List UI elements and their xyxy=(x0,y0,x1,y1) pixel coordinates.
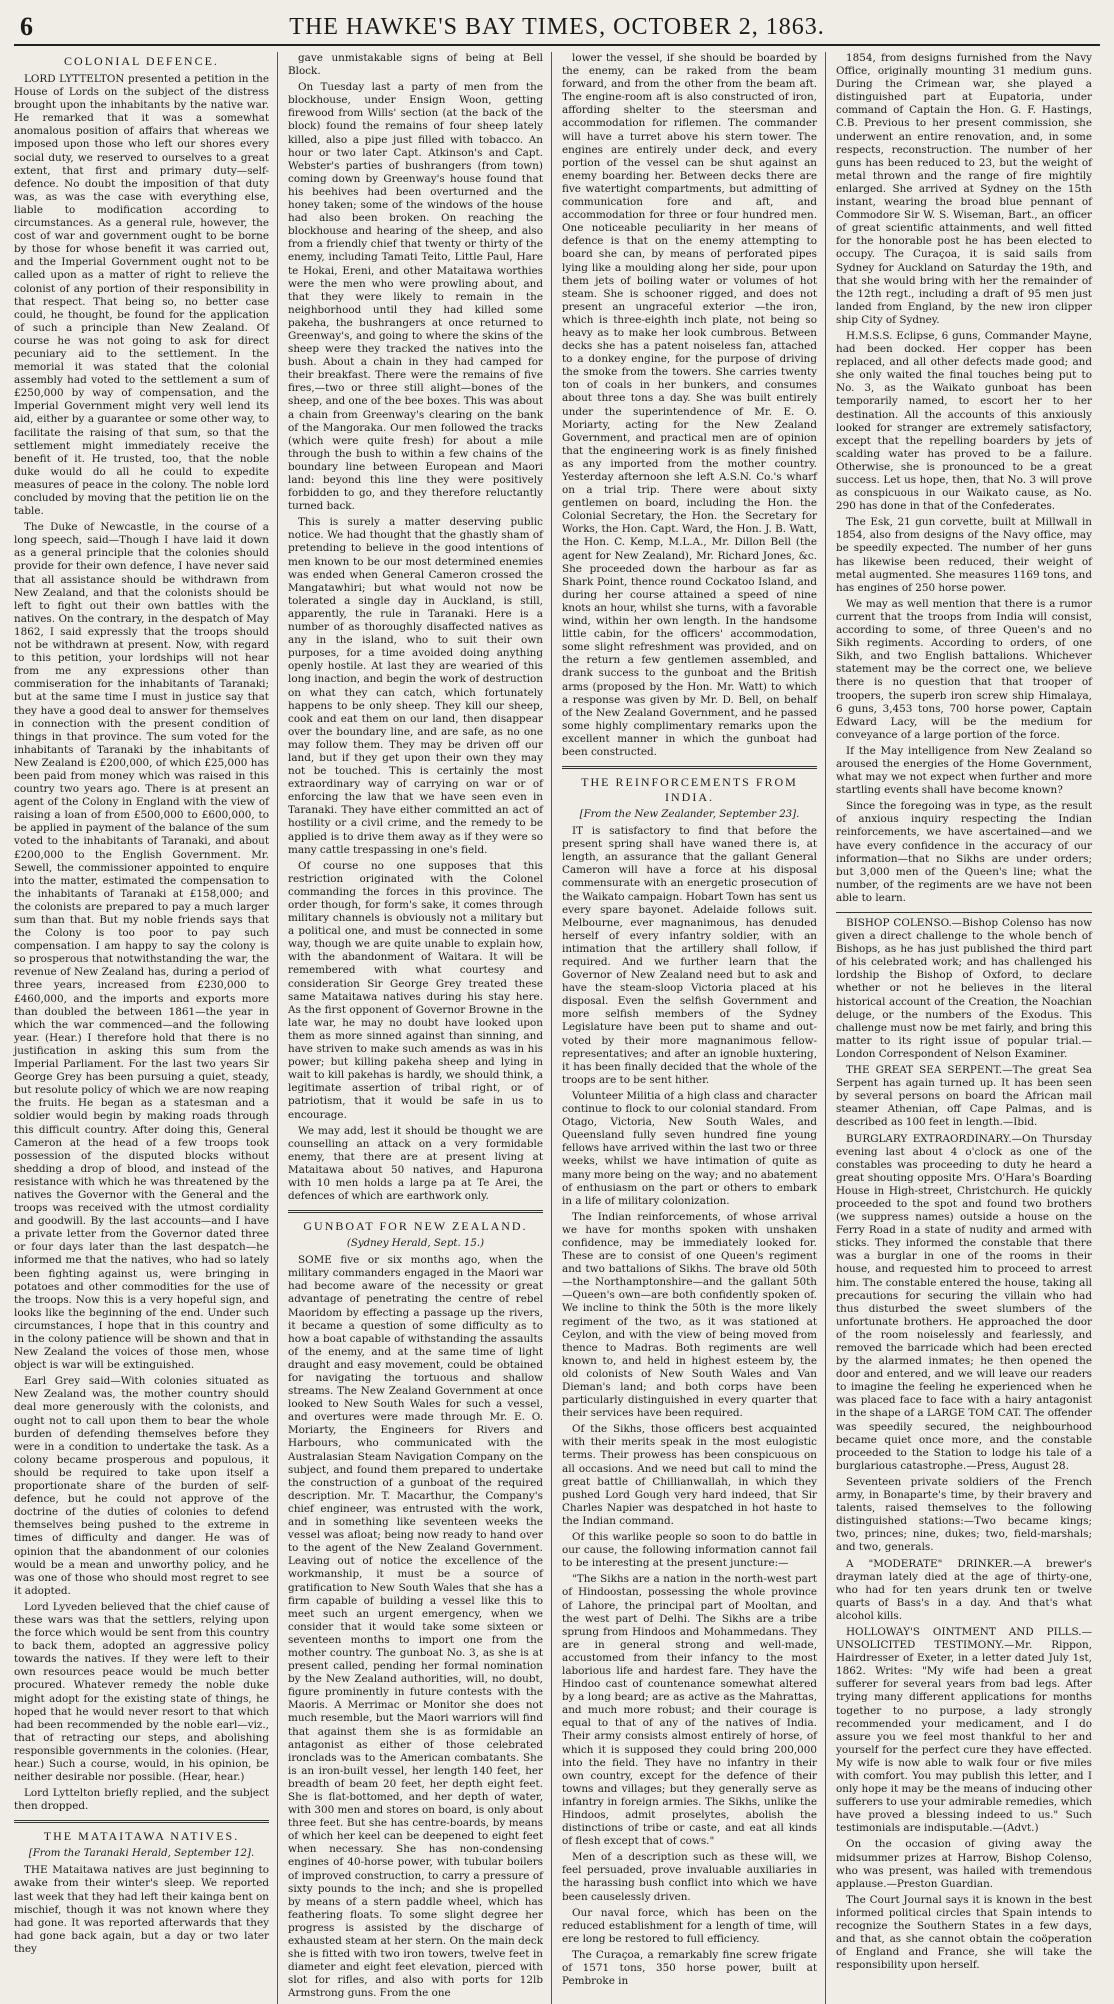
section-divider xyxy=(836,912,1092,913)
article-heading: THE REINFORCEMENTS FROM INDIA. xyxy=(581,775,798,805)
article-body xyxy=(14,73,269,1813)
paragraph: Of course no one supposes that this restriction originated with the Colonel commanding the forces in this province. The order though, for form's sake, it comes through military channels is obviously not a military but a political one, and must be connected in some way, though we are quite unable to explain how, with the abandonment of Waitara. It will be remembered with what courtesy and consideration Sir George Grey treated these same Mataitawa natives during his stay here. As the first opponent of Governor Browne in the late war, he may no doubt have looked upon them as more sinned against than sinning, and have striven to make such amends as was in his power; but killing pakeha sheep and lying in wait to kill pakehas is hardly, we should think, a legitimate assertion of tribal right, or of patriotism, that it would be safe in us to encourage. xyxy=(288,859,543,1121)
paragraph: This is surely a matter deserving public notice. We had thought that the ghastly sham of pretending to believe in the good intentions of men known to be our most determined enemies was ended when General Cameron crossed the Mangatawhiri; but what would not now be tolerated a single day in Auckland, is still, apparently, the rule in Taranaki. Here is a number of as thoroughly disaffected natives as any in the island, who to suit their own purposes, for a time avoided doing anything openly hostile. At last they are wearied of this long inaction, and begin the work of destruction on what they can catch, which fortunately happens to be only sheep. They kill our sheep, cook and eat them on our land, then disappear over the boundary line, and are safe, as no one may follow them. They may be driven off our land, but if they get upon their own they may not be touched. This is certainly the most extraordinary way of carrying on war or of enforcing the law that we have seen even in Taranaki. They have either committed an act of hostility or a civil crime, and the remedy to be applied is to drive them away as if they were so many cattle trespassing in one's field. xyxy=(288,516,543,856)
column-3 xyxy=(562,52,826,2004)
paragraph: On Tuesday last a party of men from the blockhouse, under Ensign Woon, getting firewood from Wills' section (at the back of the block) found the remains of four sheep lately killed, also a pipe just filled with tobacco. An hour or two later Capt. Atkinson's and Capt. Webster's parties of bushrangers (from town) coming down by Greenway's house found that his beehives had been overturned and the honey taken; some of the windows of the house had also been broken. On reaching the blockhouse and hearing of the sheep, and also from a friendly chief that twenty or thirty of the enemy, including Tamati Teito, Little Paul, Hare te Hokai, Ereni, and other Mataitawa worthies were the men who were prowling about, and that they were likely to remain in the neighborhood until they had killed some pakeha, the bushrangers at once returned to Greenway's, and going to where the skins of the sheep were they tracked the natives into the bush. About a chain in they had camped for their breakfast. There were the remains of five fires,—two or three still alight—bones of the sheep, and one of the bee boxes. This was about a chain from Greenway's clearing on the bank of the Mangoraka. Our men followed the tracks (which were quite fresh) for about a mile through the bush to within a few chains of the boundary line between European and Maori land: beyond this line they were positively forbidden to go, and they therefore reluctantly turned back. xyxy=(288,81,543,513)
paragraph: Of the Sikhs, those officers best acquainted with their merits speak in the most eulogistic terms. Their prowess has been conspicuous on all occasions. And we need but call to mind the great battle of Chillianwallah, in which they pushed Lord Gough very hard indeed, that Sir Charles Napier was despatched in hot haste to the Indian command. xyxy=(562,1423,817,1527)
column-4 xyxy=(836,52,1100,2004)
paragraph: Earl Grey said—With colonies situated as New Zealand was, the mother country should deal more generously with the colonists, and ought not to call upon them to bear the whole burden of defending themselves before they were in a condition to undertake the task. As a colony became prosperous and populous, it should be required to take upon itself a proportionate share of the burden of self-defence, but he could not approve of the doctrine of the duties of colonies to defend themselves being pushed to the extreme in times of difficulty and danger. He was of opinion that the abandonment of our colonies would be a mean and unworthy policy, and he was one of those who should most regret to see it adopted. xyxy=(14,1375,269,1597)
column-2 xyxy=(288,52,552,2004)
newspaper-title: THE HAWKE'S BAY TIMES, OCTOBER 2, 1863. xyxy=(289,13,825,40)
paragraph: Volunteer Militia of a high class and character continue to flock to our colonial standard. From Otago, Victoria, New South Wales, and Queensland fully seven hundred fine young fellows have arrived within the last two or three weeks, whilst we have intimation of quite as many more being on the way; and no abatement of enthusiasm on the part or others to embark in a life of military colonization. xyxy=(562,1089,817,1207)
paragraph: The Esk, 21 gun corvette, built at Millwall in 1854, also from designs of the Navy office, may be speedily expected. The number of her guns has likewise been reduced, their weight of metal augmented. She measures 1169 tons, and has engines of 250 horse power. xyxy=(836,516,1092,594)
masthead xyxy=(14,10,1100,46)
news-item: A "MODERATE" DRINKER.—A brewer's drayman lately died at the age of thirty-one, who had for ten years drunk ten or twelve quarts of Bass's in a day. And that's what alcohol kills. xyxy=(836,1557,1092,1622)
paragraph: We may add, lest it should be thought we are counselling an attack on a very formidable enemy, that there are at present living at Mataitawa about 50 natives, and Hapurona with 10 men holds a large pa at Te Arei, the defences of which are earthwork only. xyxy=(288,1124,543,1203)
news-item: The Court Journal says it is known in the best informed political circles that Spain intends to recognize the Southern States in a few days, and that, as she cannot obtain the coöperation of England and France, she will take the responsibility upon herself. xyxy=(836,1893,1092,1972)
news-item: Seventeen private soldiers of the French army, in Bonaparte's time, by their bravery and talents, raised themselves to the following distinguished stations:—Two became kings; two, princes; nine, dukes; two, field-marshals; and two, generals. xyxy=(836,1475,1092,1554)
article-source: [From the New Zealander, September 23]. xyxy=(579,809,800,821)
paragraph: Men of a description such as these will, we feel persuaded, prove invaluable auxiliaries in the harassing bush conflict into which we have been causelessly driven. xyxy=(562,1851,817,1903)
paragraph: Of this warlike people so soon to do battle in our cause, the following information cannot fail to be interesting at the present juncture:— xyxy=(562,1531,817,1570)
news-item: BURGLARY EXTRAORDINARY.—On Thursday evening last about 4 o'clock as one of the constables was proceeding to duty he heard a great shouting opposite Mrs. O'Hara's Boarding House in High-street, Christchurch. He quickly proceeded to the spot and found two brothers (we suppress names) outside a house on the Ferry Road in a state of nudity and armed with sticks. They informed the constable that there was a burglar in one of the rooms in their house, and requested him to proceed to arrest him. The constable entered the house, taking all precautions for securing the villain who had thus disturbed the sweet slumbers of the unfortunate brothers. He approached the door of the room noiselessly and fearlessly, and removed the barricade which had been erected by the alarmed inmates; he then opened the door and entered, and we will leave our readers to imagine the feeling he experienced when he was placed face to face with a hairy antagonist in the shape of a LARGE TOM CAT. The offender was speedily secured, the neighbourhood became quiet once more, and the constable proceeded to the Station to lodge his tale of a burglarious catastrophe.—Press, August 28. xyxy=(836,1132,1092,1472)
paragraph: LORD LYTTELTON presented a petition in the House of Lords on the subject of the distress brought upon the inhabitants by the native war. He remarked that it was a somewhat anomalous position of affairs that whereas we imposed upon those who left our shores every social duty, we reserved to ourselves to a great extent, that first and primary duty—self-defence. No doubt the imposition of that duty was, as was the case with everything else, liable to modification according to circumstances. As a general rule, however, the cost of war and government ought to be borne by those for whose benefit it was carried out, and the Imperial Government ought not to be called upon as a matter of right to relieve the colonist of any portion of their responsibility in that respect. That being so, no better case could, he thought, be found for the application of such a principle than New Zealand. Of course he was not going to ask for direct pecuniary aid to the settlement. In the memorial it was stated that the colonial assembly had voted to the settlement a sum of £250,000 by way of compensation, and the Imperial Government might very well lend its aid, either by a guarantee or some other way, to facilitate the raising of that sum, so that the settlement might immediately receive the benefit of it. He trusted, too, that the noble duke would do all he could to expedite measures of peace in the colony. The noble lord concluded by moving that the petition lie on the table. xyxy=(14,73,269,518)
article-source: [From the Taranaki Herald, September 12]. xyxy=(28,1848,255,1860)
paragraph: THE Mataitawa natives are just beginning to awake from their winter's sleep. We reported last week that they had left their kainga bent on mischief, though it was not known where they had gone. It was reported afterwards that they had gone back again, but a day or two later they xyxy=(14,1864,269,1955)
news-item: BISHOP COLENSO.—Bishop Colenso has now given a direct challenge to the whole bench of Bishops, as he has just published the third part of his celebrated work; and has challenged his lordship the Bishop of Oxford, to declare whether or not he believes in the literal historical account of the Creation, the Noachian deluge, or the numbers of the Exodus. This challenge must now be met fairly, and bring this matter to its right issue of popular trial.—London Correspondent of Nelson Examiner. xyxy=(836,917,1092,1060)
news-item: THE GREAT SEA SERPENT.—The great Sea Serpent has again turned up. It has been seen by several persons on board the African mail steamer Athenian, off Cape Palmas, and is described as 100 feet in length.—Ibid. xyxy=(836,1064,1092,1129)
paragraph: If the May intelligence from New Zealand so aroused the energies of the Home Government, what may we not expect when further and more startling events shall have become known? xyxy=(836,744,1092,797)
section-divider xyxy=(562,766,817,769)
page-number: 6 xyxy=(20,12,33,41)
paragraph: Lord Lyveden believed that the chief cause of these wars was that the settlers, relying upon the force which would be sent from this country to back them, adopted an aggressive policy towards the natives. If they were left to their own resources peace would be much better procured. Whatever remedy the noble duke might adopt for the existing state of things, he hoped that he would never resort to that which had been recommended by the noble earl—viz., that of retracting our steps, and abolishing responsible governments in the colonies. (Hear, hear.) Such a course, would, in his opinion, be neither desirable nor possible. (Hear, hear.) xyxy=(14,1600,269,1784)
section-divider xyxy=(288,1210,543,1213)
article-heading: GUNBOAT FOR NEW ZEALAND. xyxy=(303,1219,528,1234)
article-heading: THE MATAITAWA NATIVES. xyxy=(43,1829,240,1844)
paragraph: IT is satisfactory to find that before the present spring shall have waned there is, at length, an assurance that the gallant General Cameron will have a force at his disposal commensurate with an energetic prosecution of the Waikato campaign. Hobart Town has sent us every spare bayonet. Adelaide follows suit. Melbourne, ever magnanimous, has denuded herself of every infantry soldier, with an intimation that the artillery shall follow, if required. And we further learn that the Governor of New Zealand need but to ask and have the steam-sloop Victoria placed at his disposal. Even the selfish Government and more selfish members of the Sydney Legislature have been put to shame and out-voted by their more magnanimous fellow-representatives; and after an ignoble huxtering, it has been finally decided that the whole of the troops are to be sent hither. xyxy=(562,825,817,1086)
paragraph: 1854, from designs furnished from the Navy Office, originally mounting 31 medium guns. During the Crimean war, she played a distinguished part at Eupatoria, under command of Captain the Hon. G. F. Hastings, C.B. Previous to her present commission, she underwent an entire renovation, and, in some respects, reconstruction. The number of her guns has been reduced to 23, but the weight of metal thrown and the range of fire mightily enlarged. She arrived at Sydney on the 15th instant, wearing the broad blue pennant of Commodore Sir W. S. Wiseman, Bart., an officer of great scientific attainments, and well fitted for the honorable post he has been elected to occupy. The Curaçoa, it is said sails from Sydney for Auckland on Saturday the 19th, and that she would bring with her the remainder of the 12th regt., including a draft of 95 men just landed from England, by the new iron clipper ship City of Sydney. xyxy=(836,52,1092,326)
paragraph: The Indian reinforcements, of whose arrival we have for months spoken with unshaken confidence, may be immediately looked for. These are to consist of one Queen's regiment and two battalions of Sikhs. The brave old 50th—the Northamptonshire—and the gallant 50th—Queen's own—are both confidently spoken of. We incline to think the 50th is the more likely regiment of the two, as it was stationed at Ceylon, and with the view of being moved from thence to Madras. Both regiments are well known to, and held in highest esteem by, the old colonists of New South Wales and Van Dieman's land; and both corps have been particularly distinguished in every quarter that their services have been required. xyxy=(562,1210,817,1420)
paragraph: H.M.S.S. Eclipse, 6 guns, Commander Mayne, had been docked. Her copper has been replaced, and all other defects made good; and she only waited the final touches being put to No. 3, as the Waikato gunboat has been temporarily named, to escort her to her destination. All the accounts of this anxiously looked for stranger are extremely satisfactory, except that the repelling boarders by jets of scalding water has proved to be a failure. Otherwise, she is pronounced to be a great success. Let us hope, then, that No. 3 will prove as conspicuous in our Waikato cause, as No. 290 has done in that of the Confederates. xyxy=(836,329,1092,513)
news-item: On the occasion of giving away the midsummer prizes at Harrow, Bishop Colenso, who was present, was hailed with tremendous applause.—Preston Guardian. xyxy=(836,1838,1092,1890)
paragraph: We may as well mention that there is a rumor current that the troops from India will consist, according to some, of three Queen's and no Sikh regiments. According to orders, of one Sikh, and two English battalions. Whichever statement may be the correct one, we believe there is no question that that trooper of troopers, the superb iron screw ship Himalaya, 6 guns, 3,453 tons, 700 horse power, Captain Edward Lacy, will be the medium for conveyance of a large portion of the force. xyxy=(836,597,1092,741)
section-divider xyxy=(14,1820,269,1823)
paragraph: The Duke of Newcastle, in the course of a long speech, said—Though I have laid it down as a general principle that the colonies should provide for their own defence, I have never said that all assistance should be withdrawn from New Zealand, and that the colonists should be left to fight out their own battles with the natives. On the contrary, in the despatch of May 1862, I said expressly that the troops should not be withdrawn at present. Now, with regard to this petition, your lordships will not hear from me any expressions other than commiseration for the inhabitants of Taranaki; but at the same time I must in justice say that they have a good deal to answer for themselves in connection with the present condition of things in that province. The sum voted for the inhabitants of Taranaki by the inhabitants of New Zealand is £200,000, of which £25,000 has been paid from money which was raised in this country two years ago. There is at present an agent of the Colony in England with the view of raising a loan of from £500,000 to £600,000, to be applied in payment of the balance of the sum voted to the inhabitants of Taranaki, and about £200,000 to the English Government. Mr. Sewell, the commissioner appointed to enquire into the matter, estimated the compensation to the inhabitants of Taranaki at £158,000; and the colonists are prepared to pay a much larger sum than that. But my noble friends says that the Colony is too poor to pay such compensation. I am happy to say the colony is so prosperous that notwithstanding the war, the revenue of New Zealand has, during a period of three years, increased from £230,000 to £460,000, and the imports and exports more than doubled the between 1861—the year in which the war commenced—and the following year. (Hear.) I therefore hold that there is no justification in asking this sum from the Imperial Parliament. For the last two years Sir George Grey has been pursuing a quiet, steady, but resolute policy of which we are now reaping the fruits. He began as a statesman and a soldier would begin by making roads through this difficult country. After doing this, General Cameron at the head of a few troops took possession of the disputed blocks without shedding a drop of blood, and instead of the resistance with which he was threatened by the natives the Governor with the General and the troops was received with the utmost cordiality and goodwill. By the last accounts—and I have a private letter from the Governor dated three or four days later than the last despatch—he informed me that the natives, who had so lately been fighting against us, were bringing in potatoes and other commodities for the use of the troops. Now this is a very hopeful sign, and looks like the beginning of the end. Under such circumstances, I hope that in this country and in the colony patience will be shown and that in New Zealand the voices of those men, whose object is war will be extinguished. xyxy=(14,521,269,1372)
paragraph: SOME five or six months ago, when the military commanders engaged in the Maori war had become aware of the necessity or great advantage of penetrating the centre of rebel Maoridom by effecting a passage up the rivers, it became a question of some difficulty as to how a boat capable of withstanding the assaults of the enemy, and at the same time of light draught and easy movement, could be obtained for navigating the tortuous and shallow streams. The New Zealand Government at once looked to New South Wales for such a vessel, and overtures were made through Mr. E. O. Moriarty, the Engineers for Rivers and Harbours, who communicated with the Australasian Steam Navigation Company on the subject, and found them prepared to undertake the construction of a gunboat of the required description. Mr. T. Macarthur, the Company's chief engineer, was entrusted with the work, and in something like seventeen weeks the vessel was afloat; being now ready to hand over to the agent of the New Zealand Government. Leaving out of notice the excellence of the workmanship, it must be a source of gratification to New South Wales that she has a firm capable of building a vessel like this to meet such an urgent emergency, when we consider that it would take some sixteen or seventeen months to import one from the mother country. The gunboat No. 3, as she is at present called, pending her formal nomination by the New Zealand authorities, will, no doubt, figure prominently in future contests with the Maoris. A Merrimac or Monitor she does not much resemble, but the Maori warriors will find that against them she is as formidable an antagonist as either of those celebrated ironclads was to the American combatants. She is an iron-built vessel, her length 140 feet, her breadth of beam 20 feet, her depth eight feet. She is flat-bottomed, and her depth of water, with 300 men and stores on board, is only about three feet. But she has centre-boards, by means of which her keel can be deepened to eight feet when necessary. She has non-condensing engines of 40-horse power, with tubular boilers of improved construction, to carry a pressure of sixty pounds to the inch; and she is propelled by means of a stern paddle wheel, which has feathering floats. To some slight degree her progress is assisted by the discharge of exhausted steam at her stern. On the main deck she is fitted with two iron towers, twelve feet in diameter and eight feet elevation, pierced with slot for rifles, and also with ports for 12lb Armstrong guns. From the one xyxy=(288,1254,543,2000)
article-columns xyxy=(14,52,1100,2000)
column-1 xyxy=(14,52,278,2004)
paragraph: The Curaçoa, a remarkably fine screw frigate of 1571 tons, 350 horse power, built at Pembroke in xyxy=(562,1948,817,1988)
article-heading: COLONIAL DEFENCE. xyxy=(64,54,219,68)
paragraph: Our naval force, which has been on the reduced establishment for a length of time, will ere long be restored to full efficiency. xyxy=(562,1906,817,1945)
news-item: HOLLOWAY'S OINTMENT AND PILLS.—UNSOLICITED TESTIMONY.—Mr. Rippon, Hairdresser of Exeter, in a letter dated July 1st, 1862. Writes: "My wife had been a great sufferer for several years from bad legs. After trying many different applications for months together to no purpose, a lady strongly recommended your medicament, and I do assure you we feel most thankful to her and yourself for the perfect cure they have effected. My wife is now able to walk four or five miles with comfort. You may publish this letter, and I only hope it may be the means of inducing other sufferers to use your admirable remedies, which have proved a blessing indeed to us." Such testimonials are indisputable.—(Advt.) xyxy=(836,1625,1092,1835)
paragraph: lower the vessel, if she should be boarded by the enemy, can be raked from the beam forward, and from the other from the beam aft. The engine-room aft is also constructed of iron, affording shelter to the steersman and accommodation for riflemen. The commander will have a turret above his stern tower. The engines are entirely under deck, and every portion of the vessel can be shut against an enemy boarding her. Between decks there are five watertight compartments, but admitting of communication fore and aft, and accommodation for three or four hundred men. One noticeable peculiarity in her means of defence is that on the enemy attempting to board she can, by means of perforated pipes lying like a moulding along her side, pour upon them jets of boiling water or volumes of hot steam. She is schooner rigged, and does not present an ungraceful exterior —the iron, which is three-eighth inch plate, not being so heavy as to make her look cumbrous. Between decks she has a patent noiseless fan, attached to a donkey engine, for the purpose of driving the smoke from the towers. She carries twenty ton of coals in her bunkers, and consumes about three tons a day. She was built entirely under the superintendence of Mr. E. O. Moriarty, acting for the New Zealand Government, and practical men are of opinion that the engineering work is as finely finished as any imported from the mother country. Yesterday afternoon she left A.S.N. Co.'s wharf on a trial trip. There were about sixty gentlemen on board, including the Hon. the Colonial Secretary, the Hon. the Secretary for Works, the Hon. Capt. Ward, the Hon. J. B. Watt, the Hon. C. Kemp, M.L.A., Mr. Dillon Bell (the agent for New Zealand), Mr. Richard Jones, &c. She proceeded down the harbour as far as Shark Point, thence round Cockatoo Island, and during her course attained a speed of nine knots an hour, whilst she turns, with a favorable wind, within her own length. In the handsome little cabin, for the officers' accommodation, some slight refreshment was provided, and on the return a few gentlemen assembled, and drank success to the gunboat and the British arms (proposed by the Hon. Mr. Watt) to which a response was given by Mr. D. Bell, on behalf of the New Zealand Government, and he passed some highly complimentary remarks upon the excellent manner in which the gunboat had been constructed. xyxy=(562,52,817,758)
paragraph: Since the foregoing was in type, as the result of anxious inquiry respecting the Indian reinforcements, we have ascertained—and we have every confidence in the accuracy of our information—that no Sikhs are under orders; but 3,000 men of the Queen's line; what the number, of the regiments are we have not been able to learn. xyxy=(836,800,1092,904)
article-source: (Sydney Herald, Sept. 15.) xyxy=(346,1238,485,1250)
paragraph: "The Sikhs are a nation in the north-west part of Hindoostan, possessing the whole province of Lahore, the principal part of Mooltan, and the west part of Delhi. The Sikhs are a tribe sprung from Hindoos and Mohammedans. They are in general strong and well-made, accustomed from their infancy to the most laborious life and hardest fare. They have the Hindoo cast of countenance somewhat altered by a long beard; are as active as the Mahrattas, and much more robust; and their courage is equal to that of any of the natives of India. Their army consists almost entirely of horse, of which it is supposed they could bring 200,000 into the field. They have no infantry in their own country, except for the defence of their towns and villages; but they generally serve as infantry in foreign armies. The Sikhs, unlike the Hindoos, admit proselytes, abolish the distinctions of tribe or caste, and eat all kinds of flesh except that of cows." xyxy=(562,1573,817,1848)
paragraph: Lord Lyttelton briefly replied, and the subject then dropped. xyxy=(14,1787,269,1813)
paragraph: gave unmistakable signs of being at Bell Block. xyxy=(288,52,543,78)
